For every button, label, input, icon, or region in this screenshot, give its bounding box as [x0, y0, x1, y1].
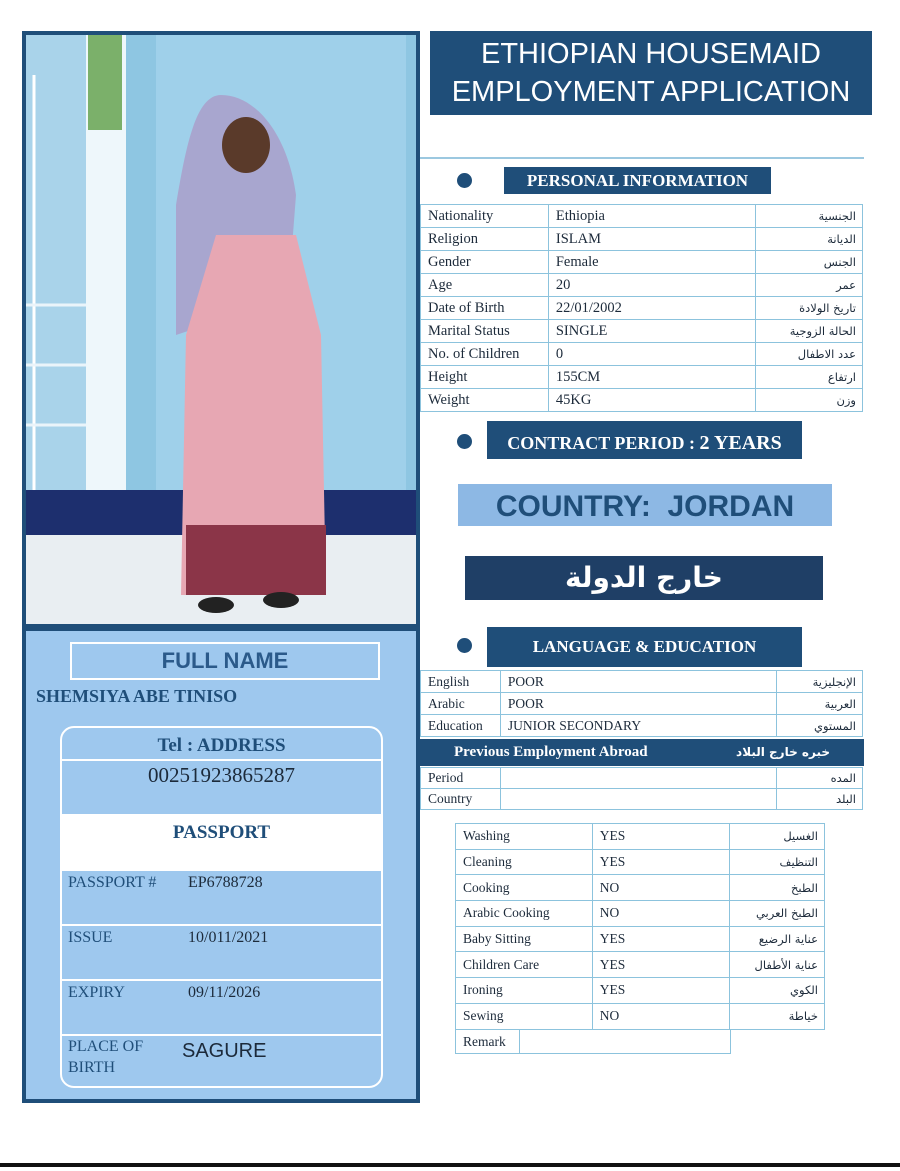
place-of-birth-row: [62, 1036, 381, 1088]
contract-label: CONTRACT PERIOD: [507, 433, 685, 453]
form-title-line-2: EMPLOYMENT APPLICATION: [451, 76, 851, 108]
applicant-photo: [22, 31, 420, 628]
previous-employment-row: [421, 768, 863, 789]
previous-employment-value: [500, 768, 776, 789]
personal-arabic-label: تاريخ الولادة: [756, 297, 863, 320]
contract-unit: YEARS: [713, 432, 782, 454]
place-of-birth-value: SAGURE: [182, 1040, 267, 1062]
previous-employment-label: Period: [421, 768, 501, 789]
full-name-value: SHEMSIYA ABE TINISO: [36, 686, 238, 706]
skill-label: Baby Sitting: [456, 926, 593, 952]
skill-arabic-label: الغسيل: [730, 824, 825, 850]
skill-row: [456, 824, 825, 850]
personal-label: Gender: [421, 251, 549, 274]
form-title: [430, 31, 872, 115]
personal-value: ISLAM: [548, 228, 755, 251]
passport-number-row: [62, 871, 381, 926]
language-row: [421, 671, 863, 693]
personal-arabic-label: وزن: [756, 389, 863, 412]
skill-value: YES: [592, 952, 729, 978]
country-label: COUNTRY:: [495, 490, 651, 523]
skill-value: YES: [592, 824, 729, 850]
personal-label: Nationality: [421, 205, 549, 228]
place-of-birth-label-line-2: BIRTH: [68, 1059, 116, 1076]
personal-value: 45KG: [548, 389, 755, 412]
personal-arabic-label: ارتفاع: [756, 366, 863, 389]
language-value: JUNIOR SECONDARY: [500, 715, 776, 737]
skill-label: Ironing: [456, 978, 593, 1004]
contract-period: [487, 421, 802, 459]
skill-arabic-label: خياطة: [730, 1003, 825, 1029]
form-title-line-1: ETHIOPIAN HOUSEMAID: [481, 38, 821, 70]
passport-number-value: EP6788728: [188, 874, 263, 891]
skill-value: YES: [592, 978, 729, 1004]
personal-arabic-label: الديانة: [756, 228, 863, 251]
skill-row: [456, 901, 825, 927]
personal-value: Ethiopia: [548, 205, 755, 228]
personal-row: [421, 205, 863, 228]
personal-label: No. of Children: [421, 343, 549, 366]
personal-row: [421, 320, 863, 343]
skill-row: [456, 926, 825, 952]
country-arabic: خارج الدولة: [465, 556, 823, 600]
skill-arabic-label: الطبخ: [730, 875, 825, 901]
country-value: JORDAN: [667, 490, 795, 523]
skill-row: [456, 875, 825, 901]
personal-label: Marital Status: [421, 320, 549, 343]
personal-value: 0: [548, 343, 755, 366]
personal-arabic-label: الجنس: [756, 251, 863, 274]
issue-row: [62, 926, 381, 981]
personal-arabic-label: الحالة الزوجية: [756, 320, 863, 343]
language-heading: LANGUAGE & EDUCATION: [487, 627, 802, 667]
language-row: [421, 693, 863, 715]
skill-label: Arabic Cooking: [456, 901, 593, 927]
personal-label: Religion: [421, 228, 549, 251]
skill-label: Cleaning: [456, 849, 593, 875]
previous-employment-arabic-label: البلد: [777, 789, 863, 810]
personal-label: Height: [421, 366, 549, 389]
skill-arabic-label: الطبخ العربي: [730, 901, 825, 927]
place-of-birth-label: [68, 1036, 143, 1078]
language-arabic-label: العربية: [777, 693, 863, 715]
remark-label: Remark: [456, 1030, 520, 1054]
personal-label: Date of Birth: [421, 297, 549, 320]
language-row: [421, 715, 863, 737]
previous-employment-label: Country: [421, 789, 501, 810]
contract-value: 2: [699, 432, 710, 454]
place-of-birth-label-line-1: PLACE OF: [68, 1038, 144, 1055]
previous-employment-title: Previous Employment Abroad: [454, 744, 648, 760]
language-label: Arabic: [421, 693, 501, 715]
passport-heading: PASSPORT: [62, 816, 381, 871]
contact-passport-card: [60, 726, 383, 1088]
personal-row: [421, 274, 863, 297]
skill-row: [456, 1003, 825, 1029]
personal-arabic-label: عدد الاطفال: [756, 343, 863, 366]
bullet-icon: [457, 173, 472, 188]
skill-value: NO: [592, 1003, 729, 1029]
skill-label: Children Care: [456, 952, 593, 978]
previous-employment-table: [420, 767, 863, 810]
skill-arabic-label: الكوي: [730, 978, 825, 1004]
skill-arabic-label: عناية الأطفال: [730, 952, 825, 978]
skill-value: NO: [592, 875, 729, 901]
personal-row: [421, 389, 863, 412]
skill-value: YES: [592, 926, 729, 952]
bullet-icon: [457, 638, 472, 653]
previous-employment-row: [421, 789, 863, 810]
issue-value: 10/011/2021: [188, 929, 269, 946]
language-label: English: [421, 671, 501, 693]
previous-employment-value: [500, 789, 776, 810]
remark-value: [519, 1030, 730, 1054]
personal-row: [421, 228, 863, 251]
previous-employment-arabic-label: المده: [777, 768, 863, 789]
remark-table: [455, 1029, 731, 1054]
personal-value: Female: [548, 251, 755, 274]
personal-value: 155CM: [548, 366, 755, 389]
tel-label: Tel : ADDRESS: [62, 728, 381, 761]
skill-value: YES: [592, 849, 729, 875]
personal-row: [421, 366, 863, 389]
previous-employment-title-ar: خبره خارج البلاد: [736, 745, 830, 759]
personal-arabic-label: الجنسية: [756, 205, 863, 228]
skill-value: NO: [592, 901, 729, 927]
previous-employment-heading: [418, 739, 864, 766]
language-arabic-label: الإنجليزية: [777, 671, 863, 693]
personal-value: 22/01/2002: [548, 297, 755, 320]
tel-value: 00251923865287: [62, 761, 381, 816]
divider: [420, 157, 864, 159]
bottom-rule: [0, 1163, 900, 1167]
skills-table: [455, 823, 825, 1030]
personal-info-heading: PERSONAL INFORMATION: [504, 167, 771, 194]
language-value: POOR: [500, 671, 776, 693]
skill-arabic-label: التنظيف: [730, 849, 825, 875]
personal-label: Weight: [421, 389, 549, 412]
skill-label: Cooking: [456, 875, 593, 901]
full-name-label: FULL NAME: [70, 642, 380, 680]
issue-label: ISSUE: [68, 929, 113, 946]
country-box: [458, 484, 832, 526]
personal-value: SINGLE: [548, 320, 755, 343]
personal-label: Age: [421, 274, 549, 297]
skill-label: Sewing: [456, 1003, 593, 1029]
language-table: [420, 670, 863, 737]
personal-arabic-label: عمر: [756, 274, 863, 297]
language-label: Education: [421, 715, 501, 737]
skill-label: Washing: [456, 824, 593, 850]
personal-info-table: [420, 204, 863, 412]
personal-row: [421, 343, 863, 366]
language-arabic-label: المستوي: [777, 715, 863, 737]
expiry-row: [62, 981, 381, 1036]
language-value: POOR: [500, 693, 776, 715]
expiry-label: EXPIRY: [68, 984, 125, 1001]
skill-arabic-label: عناية الرضيع: [730, 926, 825, 952]
expiry-value: 09/11/2026: [188, 984, 261, 1001]
personal-row: [421, 251, 863, 274]
contract-separator: :: [688, 433, 695, 453]
skill-row: [456, 952, 825, 978]
personal-row: [421, 297, 863, 320]
personal-value: 20: [548, 274, 755, 297]
skill-row: [456, 978, 825, 1004]
bullet-icon: [457, 434, 472, 449]
passport-number-label: PASSPORT #: [68, 874, 157, 891]
skill-row: [456, 849, 825, 875]
